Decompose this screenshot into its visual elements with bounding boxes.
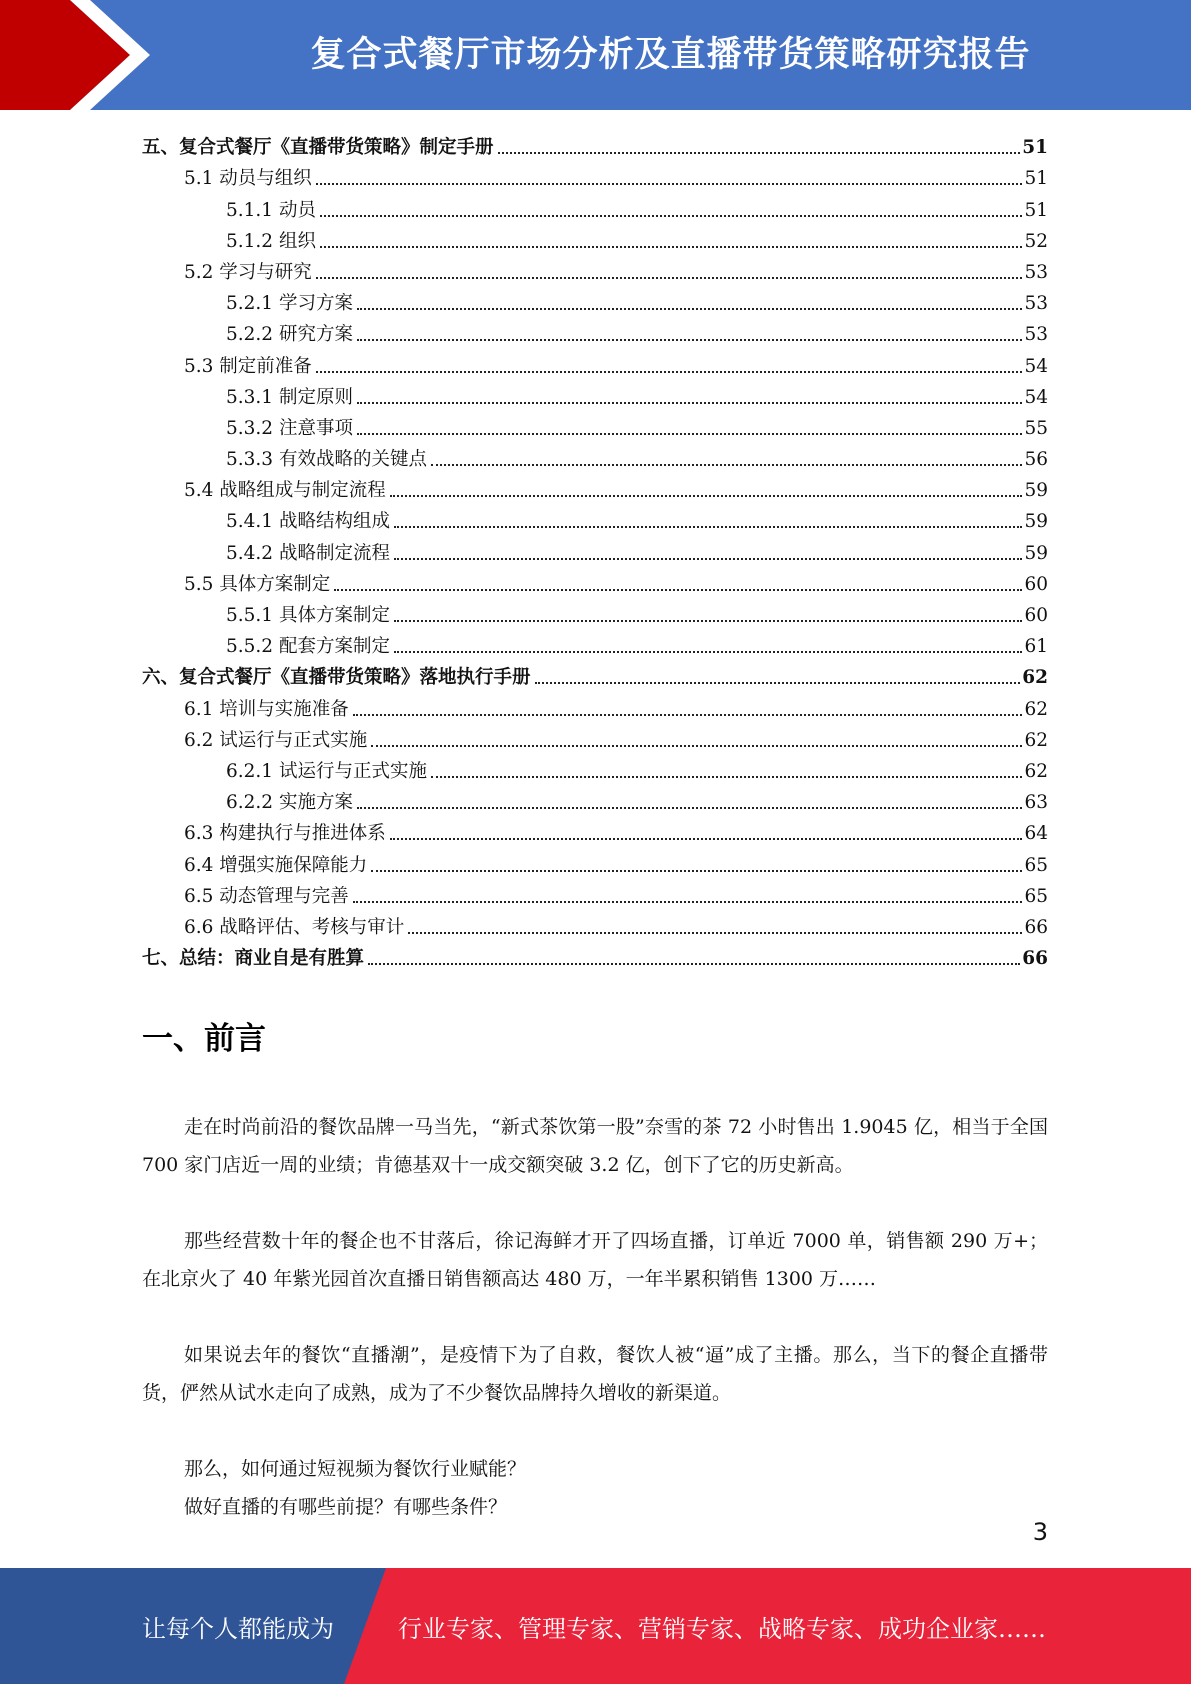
toc-dot-leader <box>334 589 1022 591</box>
toc-entry-page: 53 <box>1024 324 1048 346</box>
toc-entry-page: 62 <box>1022 667 1048 689</box>
toc-dot-leader <box>394 526 1022 528</box>
toc-dot-leader <box>353 901 1023 903</box>
toc-entry[interactable] <box>142 502 1048 533</box>
toc-entry[interactable] <box>142 346 1048 377</box>
toc-entry-label: 5.2.2 研究方案 <box>226 324 353 346</box>
toc-entry-page: 56 <box>1024 449 1048 471</box>
table-of-contents <box>142 128 1048 970</box>
toc-entry-page: 66 <box>1024 916 1048 938</box>
paragraph-4: 那么，如何通过短视频为餐饮行业赋能？ <box>184 1458 527 1480</box>
toc-entry-label: 5.3.3 有效战略的关键点 <box>226 449 427 471</box>
toc-entry-page: 53 <box>1024 261 1048 283</box>
toc-entry-page: 51 <box>1022 137 1048 159</box>
toc-entry[interactable] <box>142 565 1048 596</box>
toc-entry[interactable] <box>142 409 1048 440</box>
page-header <box>0 0 1191 110</box>
toc-entry-label: 6.2.1 试运行与正式实施 <box>226 760 427 782</box>
toc-entry-page: 62 <box>1024 729 1048 751</box>
toc-entry-page: 63 <box>1024 792 1048 814</box>
toc-entry-page: 55 <box>1024 417 1048 439</box>
toc-entry[interactable] <box>142 845 1048 876</box>
toc-entry-label: 七、总结：商业自是有胜算 <box>142 948 365 970</box>
toc-entry-label: 5.3 制定前准备 <box>184 355 312 377</box>
toc-entry[interactable] <box>142 877 1048 908</box>
toc-dot-leader <box>353 714 1023 716</box>
toc-entry[interactable] <box>142 253 1048 284</box>
toc-entry-page: 62 <box>1024 760 1048 782</box>
toc-dot-leader <box>316 277 1023 279</box>
section-heading: 一、前言 <box>142 1021 266 1057</box>
toc-entry[interactable] <box>142 315 1048 346</box>
toc-entry-label: 5.1.2 组织 <box>226 230 316 252</box>
toc-dot-leader <box>357 339 1023 341</box>
toc-entry-page: 65 <box>1024 854 1048 876</box>
toc-dot-leader <box>316 183 1023 185</box>
toc-entry-page: 54 <box>1024 386 1048 408</box>
toc-dot-leader <box>320 215 1023 217</box>
toc-entry-label: 6.3 构建执行与推进体系 <box>184 823 386 845</box>
toc-dot-leader <box>535 682 1021 684</box>
toc-entry-page: 52 <box>1024 230 1048 252</box>
toc-entry-label: 5.3.2 注意事项 <box>226 417 353 439</box>
toc-dot-leader <box>394 558 1022 560</box>
paragraph-2: 那些经营数十年的餐企也不甘落后，徐记海鲜才开了四场直播，订单近 7000 单，销售额 290 万+；在北京火了 40 年紫光园首次直播日销售额高达 480 万，一年半累积销售 1300 万…… <box>142 1230 1048 1290</box>
toc-dot-leader <box>431 464 1022 466</box>
toc-entry-page: 53 <box>1024 293 1048 315</box>
toc-dot-leader <box>357 807 1023 809</box>
toc-entry[interactable] <box>142 159 1048 190</box>
toc-dot-leader <box>357 433 1023 435</box>
paragraph-5: 做好直播的有哪些前提？有哪些条件？ <box>184 1496 508 1518</box>
toc-entry-page: 54 <box>1024 355 1048 377</box>
toc-dot-leader <box>316 371 1023 373</box>
toc-entry-label: 5.3.1 制定原则 <box>226 386 353 408</box>
toc-dot-leader <box>357 308 1023 310</box>
toc-entry-label: 5.4.1 战略结构组成 <box>226 511 390 533</box>
toc-entry-label: 5.4.2 战略制定流程 <box>226 542 390 564</box>
footer-slogan-right: 行业专家、管理专家、营销专家、战略专家、成功企业家…… <box>398 1614 1046 1643</box>
toc-entry[interactable] <box>142 939 1048 970</box>
toc-entry-page: 60 <box>1024 605 1048 626</box>
toc-entry[interactable] <box>142 721 1048 752</box>
toc-dot-leader <box>357 402 1023 404</box>
toc-entry-page: 59 <box>1024 511 1048 533</box>
toc-entry-label: 六、复合式餐厅《直播带货策略》落地执行手册 <box>142 667 531 689</box>
report-title: 复合式餐厅市场分析及直播带货策略研究报告 <box>310 35 1031 75</box>
toc-entry-label: 6.2.2 实施方案 <box>226 792 353 814</box>
header-arrow-decoration <box>0 0 160 110</box>
toc-entry-label: 5.2 学习与研究 <box>184 261 312 283</box>
toc-entry-label: 5.4 战略组成与制定流程 <box>184 480 386 502</box>
toc-entry-label: 5.5.2 配套方案制定 <box>226 636 390 658</box>
toc-entry[interactable] <box>142 222 1048 253</box>
paragraph-1: 走在时尚前沿的餐饮品牌一马当先，“新式茶饮第一股”奈雪的茶 72 小时售出 1.9045 亿，相当于全国 700 家门店近一周的业绩；肯德基双十一成交额突破 3.2 亿，创下了它的历史新高。 <box>142 1116 1048 1176</box>
toc-entry-page: 51 <box>1024 199 1048 221</box>
toc-entry[interactable] <box>142 596 1048 627</box>
toc-entry[interactable] <box>142 533 1048 564</box>
toc-entry[interactable] <box>142 752 1048 783</box>
toc-entry-page: 51 <box>1024 168 1048 190</box>
paragraph-3: 如果说去年的餐饮“直播潮”，是疫情下为了自救，餐饮人被“逼”成了主播。那么，当下的餐企直播带货，俨然从试水走向了成熟，成为了不少餐饮品牌持久增收的新渠道。 <box>142 1344 1048 1404</box>
toc-entry[interactable] <box>142 128 1048 159</box>
toc-dot-leader <box>320 246 1023 248</box>
toc-entry-page: 66 <box>1022 948 1048 970</box>
toc-entry[interactable] <box>142 658 1048 689</box>
toc-entry-label: 6.6 战略评估、考核与审计 <box>184 916 405 938</box>
toc-entry-page: 59 <box>1024 480 1048 502</box>
footer-slogan-left: 让每个人都能成为 <box>142 1614 334 1643</box>
toc-dot-leader <box>390 838 1023 840</box>
toc-entry-label: 5.5.1 具体方案制定 <box>226 605 390 626</box>
toc-entry-page: 59 <box>1024 542 1048 564</box>
toc-entry[interactable] <box>142 783 1048 814</box>
toc-entry[interactable] <box>142 814 1048 845</box>
toc-dot-leader <box>371 745 1022 747</box>
toc-entry-label: 5.5 具体方案制定 <box>184 573 331 595</box>
toc-dot-leader <box>390 495 1023 497</box>
toc-entry-label: 6.5 动态管理与完善 <box>184 885 349 907</box>
toc-dot-leader <box>498 152 1021 154</box>
toc-dot-leader <box>394 620 1022 622</box>
toc-entry[interactable] <box>142 908 1048 939</box>
toc-entry-label: 6.1 培训与实施准备 <box>184 698 349 720</box>
toc-entry-page: 64 <box>1024 823 1048 845</box>
toc-entry-label: 5.2.1 学习方案 <box>226 293 353 315</box>
page-footer <box>0 1568 1191 1684</box>
toc-entry[interactable] <box>142 284 1048 315</box>
toc-dot-leader <box>431 776 1022 778</box>
toc-entry-label: 5.1.1 动员 <box>226 199 316 221</box>
toc-dot-leader <box>394 651 1022 653</box>
page-number: 3 <box>1032 1518 1048 1546</box>
toc-entry-label: 6.4 增强实施保障能力 <box>184 854 368 876</box>
toc-dot-leader <box>408 932 1022 934</box>
toc-entry[interactable] <box>142 471 1048 502</box>
toc-entry[interactable] <box>142 378 1048 409</box>
toc-entry-label: 6.2 试运行与正式实施 <box>184 729 368 751</box>
toc-entry-page: 65 <box>1024 885 1048 907</box>
toc-dot-leader <box>368 963 1020 965</box>
toc-entry[interactable] <box>142 190 1048 221</box>
toc-entry-page: 62 <box>1024 698 1048 720</box>
toc-entry-label: 5.1 动员与组织 <box>184 168 312 190</box>
toc-entry[interactable] <box>142 440 1048 471</box>
toc-entry[interactable] <box>142 627 1048 658</box>
toc-entry-page: 60 <box>1024 573 1048 595</box>
toc-entry-label: 五、复合式餐厅《直播带货策略》制定手册 <box>142 137 494 159</box>
toc-entry[interactable] <box>142 689 1048 720</box>
toc-entry-page: 61 <box>1024 636 1048 658</box>
toc-dot-leader <box>371 870 1022 872</box>
